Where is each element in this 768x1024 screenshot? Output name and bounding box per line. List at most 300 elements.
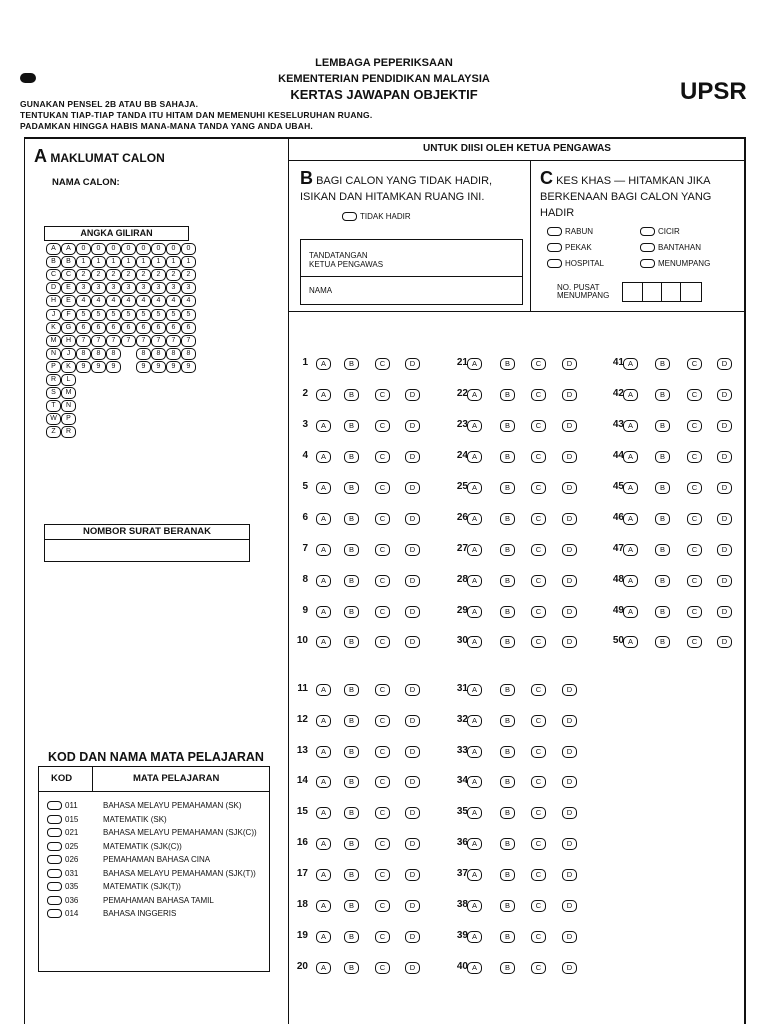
answer-bubble-32-D[interactable]: D [562,715,577,727]
answer-bubble-1-A[interactable]: A [316,358,331,370]
answer-bubble-47-B[interactable]: B [655,544,670,556]
answer-bubble-9-B[interactable]: B [344,606,359,618]
giliran-digit-c4-0[interactable]: 0 [106,243,121,255]
opt-menumpang[interactable]: MENUMPANG [640,259,710,268]
answer-bubble-5-D[interactable]: D [405,482,420,494]
giliran-digit-c6-8[interactable]: 8 [136,348,151,360]
giliran-digit-c2-3[interactable]: 3 [76,282,91,294]
answer-bubble-50-C[interactable]: C [687,636,702,648]
answer-bubble-49-B[interactable]: B [655,606,670,618]
answer-bubble-19-D[interactable]: D [405,931,420,943]
answer-bubble-4-B[interactable]: B [344,451,359,463]
answer-bubble-8-B[interactable]: B [344,575,359,587]
answer-bubble-50-A[interactable]: A [623,636,638,648]
answer-bubble-6-D[interactable]: D [405,513,420,525]
subject-row[interactable] [47,828,257,837]
answer-bubble-30-A[interactable]: A [467,636,482,648]
answer-bubble-33-A[interactable]: A [467,746,482,758]
giliran-digit-c8-0[interactable]: 0 [166,243,181,255]
giliran-letter2-E[interactable]: E [61,282,76,294]
giliran-digit-c3-0[interactable]: 0 [91,243,106,255]
giliran-digit-c4-4[interactable]: 4 [106,295,121,307]
answer-bubble-39-A[interactable]: A [467,931,482,943]
answer-bubble-7-C[interactable]: C [375,544,390,556]
answer-bubble-8-A[interactable]: A [316,575,331,587]
answer-bubble-11-C[interactable]: C [375,684,390,696]
giliran-letter2-B[interactable]: B [61,256,76,268]
giliran-digit-c6-3[interactable]: 3 [136,282,151,294]
giliran-digit-c9-3[interactable]: 3 [181,282,196,294]
giliran-digit-c8-5[interactable]: 5 [166,309,181,321]
subject-row[interactable] [47,801,242,810]
giliran-letter1-M[interactable]: M [46,335,61,347]
giliran-digit-c7-6[interactable]: 6 [151,322,166,334]
cicir-bubble[interactable] [640,227,655,236]
answer-bubble-13-D[interactable]: D [405,746,420,758]
answer-bubble-18-B[interactable]: B [344,900,359,912]
giliran-digit-c2-0[interactable]: 0 [76,243,91,255]
giliran-digit-c9-4[interactable]: 4 [181,295,196,307]
answer-bubble-1-C[interactable]: C [375,358,390,370]
answer-bubble-45-A[interactable]: A [623,482,638,494]
giliran-digit-c4-3[interactable]: 3 [106,282,121,294]
giliran-digit-c9-7[interactable]: 7 [181,335,196,347]
giliran-digit-c7-8[interactable]: 8 [151,348,166,360]
answer-bubble-12-A[interactable]: A [316,715,331,727]
giliran-letter1-D[interactable]: D [46,282,61,294]
answer-bubble-11-A[interactable]: A [316,684,331,696]
answer-bubble-25-D[interactable]: D [562,482,577,494]
giliran-letter1-C[interactable]: C [46,269,61,281]
giliran-letter2-P[interactable]: P [61,413,76,425]
answer-bubble-42-C[interactable]: C [687,389,702,401]
answer-bubble-15-A[interactable]: A [316,807,331,819]
answer-bubble-18-A[interactable]: A [316,900,331,912]
answer-bubble-31-A[interactable]: A [467,684,482,696]
answer-bubble-34-C[interactable]: C [531,776,546,788]
answer-bubble-49-D[interactable]: D [717,606,732,618]
answer-bubble-33-D[interactable]: D [562,746,577,758]
giliran-digit-c2-8[interactable]: 8 [76,348,91,360]
answer-bubble-44-A[interactable]: A [623,451,638,463]
answer-bubble-30-D[interactable]: D [562,636,577,648]
answer-bubble-19-A[interactable]: A [316,931,331,943]
answer-bubble-4-D[interactable]: D [405,451,420,463]
answer-bubble-35-B[interactable]: B [500,807,515,819]
answer-bubble-48-D[interactable]: D [717,575,732,587]
answer-bubble-43-D[interactable]: D [717,420,732,432]
answer-bubble-14-A[interactable]: A [316,776,331,788]
answer-bubble-20-B[interactable]: B [344,962,359,974]
giliran-digit-c7-9[interactable]: 9 [151,361,166,373]
giliran-digit-c5-6[interactable]: 6 [121,322,136,334]
answer-bubble-7-B[interactable]: B [344,544,359,556]
subject-bubble[interactable] [47,842,62,851]
answer-bubble-39-C[interactable]: C [531,931,546,943]
answer-bubble-8-D[interactable]: D [405,575,420,587]
giliran-digit-c4-8[interactable]: 8 [106,348,121,360]
subject-row[interactable] [47,815,167,824]
answer-bubble-20-D[interactable]: D [405,962,420,974]
answer-bubble-5-B[interactable]: B [344,482,359,494]
giliran-digit-c8-9[interactable]: 9 [166,361,181,373]
answer-bubble-18-C[interactable]: C [375,900,390,912]
giliran-digit-c3-4[interactable]: 4 [91,295,106,307]
giliran-digit-c2-1[interactable]: 1 [76,256,91,268]
pekak-bubble[interactable] [547,243,562,252]
subject-row[interactable] [47,882,181,891]
giliran-letter1-P[interactable]: P [46,361,61,373]
giliran-digit-c6-2[interactable]: 2 [136,269,151,281]
answer-bubble-4-A[interactable]: A [316,451,331,463]
answer-bubble-20-A[interactable]: A [316,962,331,974]
answer-bubble-42-D[interactable]: D [717,389,732,401]
answer-bubble-34-A[interactable]: A [467,776,482,788]
answer-bubble-2-C[interactable]: C [375,389,390,401]
giliran-letter2-F[interactable]: F [61,309,76,321]
answer-bubble-32-C[interactable]: C [531,715,546,727]
subject-bubble[interactable] [47,896,62,905]
giliran-letter2-E[interactable]: E [61,295,76,307]
giliran-digit-c3-1[interactable]: 1 [91,256,106,268]
answer-bubble-36-C[interactable]: C [531,838,546,850]
answer-bubble-37-B[interactable]: B [500,869,515,881]
answer-bubble-2-A[interactable]: A [316,389,331,401]
giliran-digit-c7-0[interactable]: 0 [151,243,166,255]
answer-bubble-37-D[interactable]: D [562,869,577,881]
giliran-digit-c2-7[interactable]: 7 [76,335,91,347]
giliran-letter1-H[interactable]: H [46,295,61,307]
answer-bubble-17-D[interactable]: D [405,869,420,881]
giliran-letter1-T[interactable]: T [46,400,61,412]
answer-bubble-13-C[interactable]: C [375,746,390,758]
answer-bubble-22-A[interactable]: A [467,389,482,401]
answer-bubble-15-D[interactable]: D [405,807,420,819]
bantahan-bubble[interactable] [640,243,655,252]
answer-bubble-15-C[interactable]: C [375,807,390,819]
giliran-digit-c9-0[interactable]: 0 [181,243,196,255]
answer-bubble-11-B[interactable]: B [344,684,359,696]
answer-bubble-21-D[interactable]: D [562,358,577,370]
giliran-digit-c9-1[interactable]: 1 [181,256,196,268]
giliran-digit-c3-7[interactable]: 7 [91,335,106,347]
answer-bubble-41-B[interactable]: B [655,358,670,370]
answer-bubble-40-C[interactable]: C [531,962,546,974]
giliran-digit-c7-7[interactable]: 7 [151,335,166,347]
answer-bubble-3-B[interactable]: B [344,420,359,432]
subject-bubble[interactable] [47,801,62,810]
giliran-digit-c9-9[interactable]: 9 [181,361,196,373]
answer-bubble-26-A[interactable]: A [467,513,482,525]
answer-bubble-50-D[interactable]: D [717,636,732,648]
answer-bubble-7-A[interactable]: A [316,544,331,556]
giliran-digit-c6-5[interactable]: 5 [136,309,151,321]
answer-bubble-45-D[interactable]: D [717,482,732,494]
giliran-digit-c4-1[interactable]: 1 [106,256,121,268]
answer-bubble-13-B[interactable]: B [344,746,359,758]
answer-bubble-1-B[interactable]: B [344,358,359,370]
giliran-digit-c3-3[interactable]: 3 [91,282,106,294]
giliran-letter1-R[interactable]: R [46,374,61,386]
subject-bubble[interactable] [47,909,62,918]
giliran-letter2-R[interactable]: R [61,426,76,438]
answer-bubble-46-C[interactable]: C [687,513,702,525]
subject-bubble[interactable] [47,882,62,891]
answer-bubble-12-C[interactable]: C [375,715,390,727]
giliran-letter1-K[interactable]: K [46,322,61,334]
answer-bubble-3-C[interactable]: C [375,420,390,432]
giliran-letter1-A[interactable]: A [46,243,61,255]
answer-bubble-49-A[interactable]: A [623,606,638,618]
answer-bubble-38-A[interactable]: A [467,900,482,912]
giliran-digit-c9-5[interactable]: 5 [181,309,196,321]
answer-bubble-47-D[interactable]: D [717,544,732,556]
answer-bubble-46-B[interactable]: B [655,513,670,525]
answer-bubble-38-C[interactable]: C [531,900,546,912]
answer-bubble-36-D[interactable]: D [562,838,577,850]
giliran-digit-c7-4[interactable]: 4 [151,295,166,307]
giliran-letter2-J[interactable]: J [61,348,76,360]
answer-bubble-39-D[interactable]: D [562,931,577,943]
giliran-letter2-H[interactable]: H [61,335,76,347]
opt-hospital[interactable]: HOSPITAL [547,259,604,268]
answer-bubble-3-D[interactable]: D [405,420,420,432]
answer-bubble-37-C[interactable]: C [531,869,546,881]
answer-bubble-14-C[interactable]: C [375,776,390,788]
subject-bubble[interactable] [47,815,62,824]
giliran-digit-c8-2[interactable]: 2 [166,269,181,281]
giliran-digit-c8-7[interactable]: 7 [166,335,181,347]
answer-bubble-43-A[interactable]: A [623,420,638,432]
giliran-digit-c4-7[interactable]: 7 [106,335,121,347]
giliran-digit-c5-4[interactable]: 4 [121,295,136,307]
answer-bubble-6-A[interactable]: A [316,513,331,525]
giliran-digit-c5-2[interactable]: 2 [121,269,136,281]
tidak-hadir-option[interactable]: TIDAK HADIR [342,212,411,221]
answer-bubble-10-D[interactable]: D [405,636,420,648]
answer-bubble-23-D[interactable]: D [562,420,577,432]
answer-bubble-36-A[interactable]: A [467,838,482,850]
giliran-digit-c6-4[interactable]: 4 [136,295,151,307]
answer-bubble-16-B[interactable]: B [344,838,359,850]
answer-bubble-28-B[interactable]: B [500,575,515,587]
answer-bubble-34-D[interactable]: D [562,776,577,788]
answer-bubble-27-B[interactable]: B [500,544,515,556]
hospital-bubble[interactable] [547,259,562,268]
answer-bubble-45-B[interactable]: B [655,482,670,494]
answer-bubble-41-C[interactable]: C [687,358,702,370]
answer-bubble-47-A[interactable]: A [623,544,638,556]
answer-bubble-9-A[interactable]: A [316,606,331,618]
answer-bubble-25-B[interactable]: B [500,482,515,494]
answer-bubble-24-A[interactable]: A [467,451,482,463]
rabun-bubble[interactable] [547,227,562,236]
giliran-letter1-J[interactable]: J [46,309,61,321]
answer-bubble-48-B[interactable]: B [655,575,670,587]
answer-bubble-6-B[interactable]: B [344,513,359,525]
answer-bubble-46-A[interactable]: A [623,513,638,525]
giliran-letter1-Z[interactable]: Z [46,426,61,438]
giliran-digit-c2-5[interactable]: 5 [76,309,91,321]
giliran-digit-c8-4[interactable]: 4 [166,295,181,307]
tidak-hadir-bubble[interactable] [342,212,357,221]
answer-bubble-19-C[interactable]: C [375,931,390,943]
answer-bubble-44-B[interactable]: B [655,451,670,463]
giliran-digit-c4-2[interactable]: 2 [106,269,121,281]
answer-bubble-6-C[interactable]: C [375,513,390,525]
answer-bubble-7-D[interactable]: D [405,544,420,556]
answer-bubble-26-D[interactable]: D [562,513,577,525]
giliran-digit-c4-5[interactable]: 5 [106,309,121,321]
answer-bubble-31-B[interactable]: B [500,684,515,696]
answer-bubble-30-B[interactable]: B [500,636,515,648]
answer-bubble-40-D[interactable]: D [562,962,577,974]
answer-bubble-27-D[interactable]: D [562,544,577,556]
answer-bubble-43-B[interactable]: B [655,420,670,432]
answer-bubble-23-B[interactable]: B [500,420,515,432]
giliran-digit-c9-6[interactable]: 6 [181,322,196,334]
answer-bubble-32-B[interactable]: B [500,715,515,727]
answer-bubble-25-C[interactable]: C [531,482,546,494]
answer-bubble-40-A[interactable]: A [467,962,482,974]
answer-bubble-47-C[interactable]: C [687,544,702,556]
answer-bubble-31-D[interactable]: D [562,684,577,696]
answer-bubble-19-B[interactable]: B [344,931,359,943]
answer-bubble-46-D[interactable]: D [717,513,732,525]
answer-bubble-27-A[interactable]: A [467,544,482,556]
answer-bubble-38-D[interactable]: D [562,900,577,912]
giliran-digit-c7-2[interactable]: 2 [151,269,166,281]
opt-rabun[interactable]: RABUN [547,227,593,236]
giliran-letter2-A[interactable]: A [61,243,76,255]
tandatangan-box[interactable] [300,239,523,277]
nama-box[interactable] [300,276,523,305]
answer-bubble-12-D[interactable]: D [405,715,420,727]
answer-bubble-29-D[interactable]: D [562,606,577,618]
answer-bubble-28-D[interactable]: D [562,575,577,587]
answer-bubble-31-C[interactable]: C [531,684,546,696]
answer-bubble-28-A[interactable]: A [467,575,482,587]
giliran-letter2-G[interactable]: G [61,322,76,334]
answer-bubble-24-C[interactable]: C [531,451,546,463]
answer-bubble-27-C[interactable]: C [531,544,546,556]
giliran-digit-c3-6[interactable]: 6 [91,322,106,334]
answer-bubble-38-B[interactable]: B [500,900,515,912]
answer-bubble-50-B[interactable]: B [655,636,670,648]
answer-bubble-16-C[interactable]: C [375,838,390,850]
answer-bubble-39-B[interactable]: B [500,931,515,943]
answer-bubble-12-B[interactable]: B [344,715,359,727]
answer-bubble-14-B[interactable]: B [344,776,359,788]
giliran-letter2-N[interactable]: N [61,400,76,412]
giliran-digit-c5-3[interactable]: 3 [121,282,136,294]
answer-bubble-35-D[interactable]: D [562,807,577,819]
answer-bubble-5-A[interactable]: A [316,482,331,494]
answer-bubble-16-A[interactable]: A [316,838,331,850]
giliran-digit-c7-5[interactable]: 5 [151,309,166,321]
giliran-digit-c4-6[interactable]: 6 [106,322,121,334]
answer-bubble-29-A[interactable]: A [467,606,482,618]
answer-bubble-10-C[interactable]: C [375,636,390,648]
giliran-letter1-S[interactable]: S [46,387,61,399]
answer-bubble-4-C[interactable]: C [375,451,390,463]
answer-bubble-33-B[interactable]: B [500,746,515,758]
giliran-letter1-W[interactable]: W [46,413,61,425]
giliran-letter2-K[interactable]: K [61,361,76,373]
answer-bubble-36-B[interactable]: B [500,838,515,850]
answer-bubble-14-D[interactable]: D [405,776,420,788]
answer-bubble-20-C[interactable]: C [375,962,390,974]
menumpang-bubble[interactable] [640,259,655,268]
answer-bubble-2-D[interactable]: D [405,389,420,401]
answer-bubble-1-D[interactable]: D [405,358,420,370]
giliran-letter2-L[interactable]: L [61,374,76,386]
answer-bubble-5-C[interactable]: C [375,482,390,494]
answer-bubble-25-A[interactable]: A [467,482,482,494]
answer-bubble-21-A[interactable]: A [467,358,482,370]
giliran-digit-c9-2[interactable]: 2 [181,269,196,281]
answer-bubble-8-C[interactable]: C [375,575,390,587]
answer-bubble-30-C[interactable]: C [531,636,546,648]
giliran-digit-c7-3[interactable]: 3 [151,282,166,294]
answer-bubble-33-C[interactable]: C [531,746,546,758]
giliran-digit-c3-8[interactable]: 8 [91,348,106,360]
giliran-digit-c5-0[interactable]: 0 [121,243,136,255]
subject-row[interactable] [47,869,256,878]
answer-bubble-29-B[interactable]: B [500,606,515,618]
answer-bubble-22-B[interactable]: B [500,389,515,401]
answer-bubble-22-C[interactable]: C [531,389,546,401]
answer-bubble-48-A[interactable]: A [623,575,638,587]
answer-bubble-44-C[interactable]: C [687,451,702,463]
giliran-digit-c5-1[interactable]: 1 [121,256,136,268]
answer-bubble-21-B[interactable]: B [500,358,515,370]
answer-bubble-11-D[interactable]: D [405,684,420,696]
giliran-letter2-C[interactable]: C [61,269,76,281]
answer-bubble-9-D[interactable]: D [405,606,420,618]
giliran-digit-c6-1[interactable]: 1 [136,256,151,268]
giliran-letter1-N[interactable]: N [46,348,61,360]
subject-row[interactable] [47,909,176,918]
answer-bubble-45-C[interactable]: C [687,482,702,494]
giliran-digit-c6-9[interactable]: 9 [136,361,151,373]
giliran-digit-c8-8[interactable]: 8 [166,348,181,360]
answer-bubble-29-C[interactable]: C [531,606,546,618]
answer-bubble-34-B[interactable]: B [500,776,515,788]
answer-bubble-23-C[interactable]: C [531,420,546,432]
answer-bubble-48-C[interactable]: C [687,575,702,587]
answer-bubble-2-B[interactable]: B [344,389,359,401]
giliran-digit-c2-2[interactable]: 2 [76,269,91,281]
subject-row[interactable] [47,855,210,864]
giliran-digit-c6-7[interactable]: 7 [136,335,151,347]
giliran-digit-c8-6[interactable]: 6 [166,322,181,334]
giliran-digit-c2-9[interactable]: 9 [76,361,91,373]
answer-bubble-26-B[interactable]: B [500,513,515,525]
subject-bubble[interactable] [47,869,62,878]
answer-bubble-10-B[interactable]: B [344,636,359,648]
answer-bubble-42-A[interactable]: A [623,389,638,401]
answer-bubble-17-A[interactable]: A [316,869,331,881]
subject-row[interactable] [47,842,182,851]
answer-bubble-24-D[interactable]: D [562,451,577,463]
giliran-letter1-B[interactable]: B [46,256,61,268]
opt-bantahan[interactable]: BANTAHAN [640,243,701,252]
giliran-digit-c6-6[interactable]: 6 [136,322,151,334]
opt-pekak[interactable]: PEKAK [547,243,592,252]
answer-bubble-40-B[interactable]: B [500,962,515,974]
answer-bubble-49-C[interactable]: C [687,606,702,618]
